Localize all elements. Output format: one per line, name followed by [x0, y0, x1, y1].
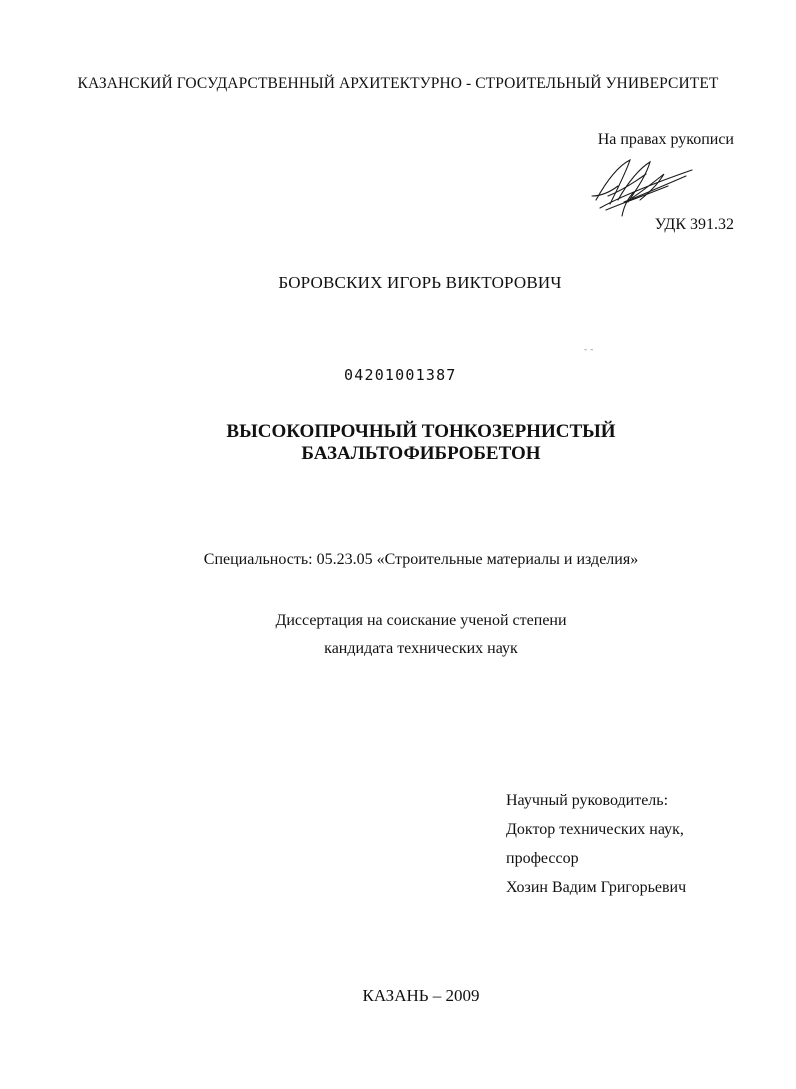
- stamp-mark: - -: [584, 345, 594, 355]
- signature-icon: [588, 152, 698, 224]
- specialty-line: Специальность: 05.23.05 «Строительные материалы и изделия»: [203, 551, 639, 568]
- title-line-2: БАЗАЛЬТОФИБРОБЕТОН: [301, 443, 541, 464]
- dissertation-title: [0, 421, 796, 465]
- supervisor-block: [506, 786, 686, 902]
- degree-line-1: Диссертация на соискание ученой степени: [275, 612, 567, 629]
- author-name: БОРОВСКИХ ИГОРЬ ВИКТОРОВИЧ: [278, 273, 562, 292]
- registration-number: 04201001387: [344, 366, 457, 384]
- manuscript-rights-note: На правах рукописи: [597, 131, 734, 148]
- udk-code: УДК 391.32: [654, 216, 734, 233]
- title-line-1: ВЫСОКОПРОЧНЫЙ ТОНКОЗЕРНИСТЫЙ: [226, 421, 616, 442]
- supervisor-title: профессор: [506, 850, 579, 867]
- university-name: КАЗАНСКИЙ ГОСУДАРСТВЕННЫЙ АРХИТЕКТУРНО - СТРОИТЕЛЬНЫЙ УНИВЕРСИТЕТ: [77, 75, 719, 92]
- city-year: КАЗАНЬ – 2009: [362, 986, 480, 1005]
- supervisor-label: Научный руководитель:: [506, 792, 669, 809]
- supervisor-degree: Доктор технических наук,: [506, 821, 684, 838]
- degree-statement: [0, 607, 796, 663]
- supervisor-name: Хозин Вадим Григорьевич: [506, 879, 687, 896]
- degree-line-2: кандидата технических наук: [324, 640, 518, 657]
